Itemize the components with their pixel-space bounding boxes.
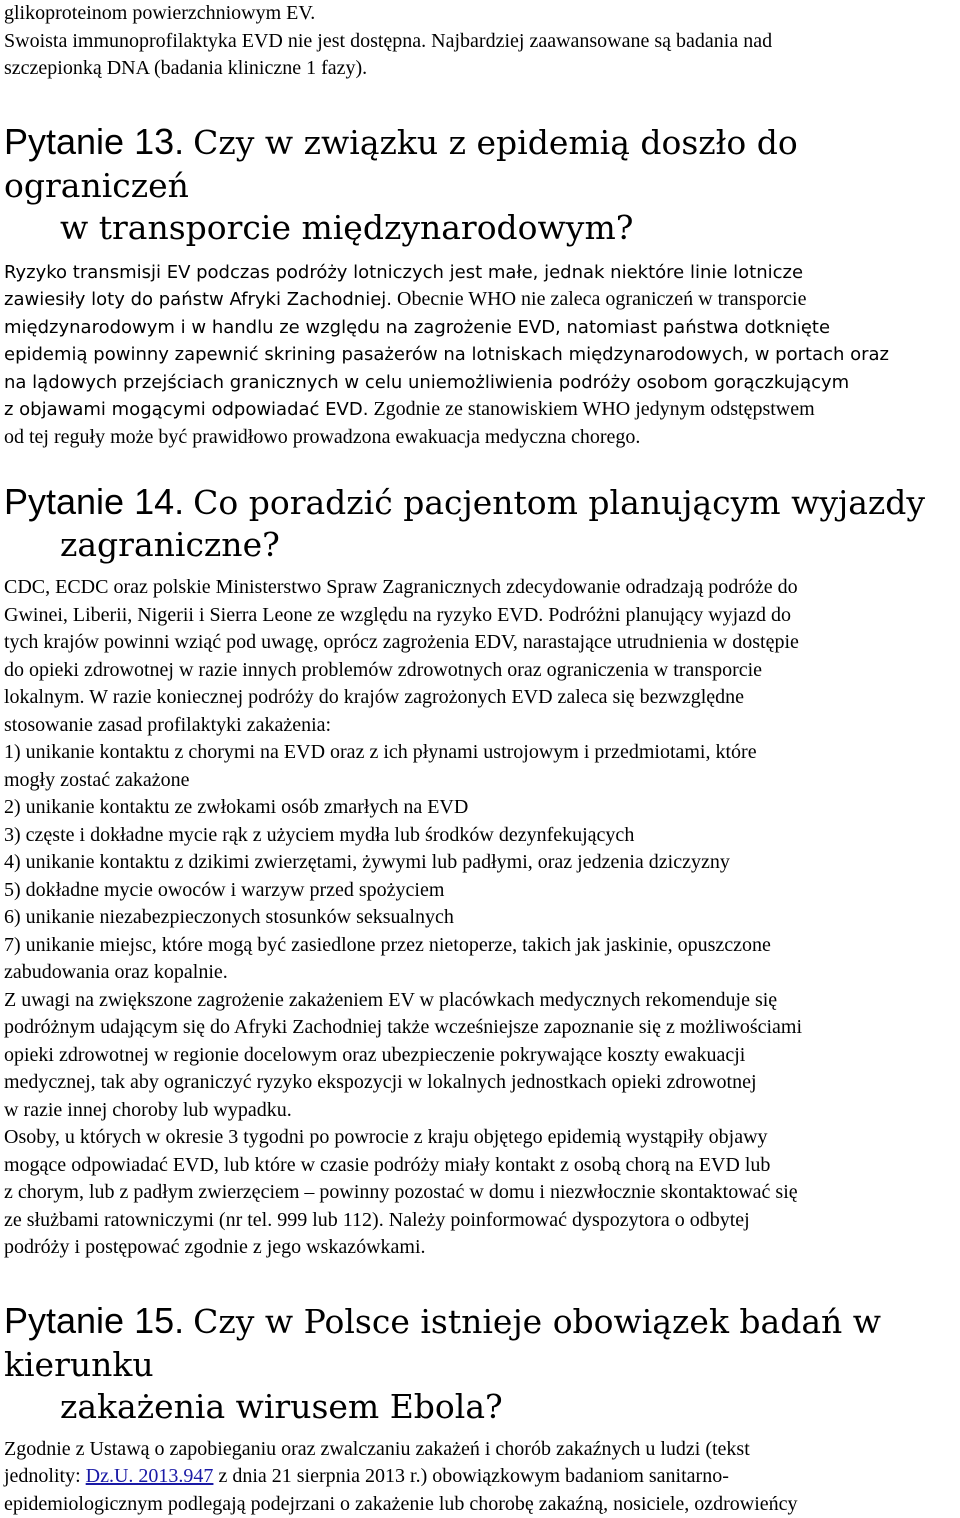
question-14-heading [4, 481, 956, 566]
q14-line: mogące odpowiadać EVD, lub które w czasie podróży miały kontakt z osobą chorą na EVD lub [4, 1152, 956, 1180]
q14-list-item: 4) unikanie kontaktu z dzikimi zwierzętami, żywymi lub padłymi, oraz jedzenia dziczyzny [4, 849, 956, 877]
question-14-title-a: Co poradzić pacjentom planującym wyjazdy [193, 483, 925, 522]
q14-line: stosowanie zasad profilaktyki zakażenia: [4, 712, 956, 740]
question-13-heading [4, 121, 956, 249]
q14-list-item: 6) unikanie niezabezpieczonych stosunków seksualnych [4, 904, 956, 932]
q14-line: Osoby, u których w okresie 3 tygodni po powrocie z kraju objętego epidemią wystąpiły objawy [4, 1124, 956, 1152]
q13-line: od tej reguły może być prawidłowo prowadzona ewakuacja medyczna chorego. [4, 424, 956, 452]
q14-line: podróżnym udającym się do Afryki Zachodniej także wcześniejsze zapoznanie się z możliwościami [4, 1014, 956, 1042]
q13-line: na lądowych przejściach granicznych w celu uniemożliwienia podróży osobom gorączkującym [4, 369, 956, 397]
q13-line: Zgodnie ze stanowiskiem WHO jedynym odstępstwem [373, 398, 814, 420]
q14-line: opieki zdrowotnej w regionie docelowym oraz ubezpieczenie pokrywające koszty ewakuacji [4, 1042, 956, 1070]
q14-line: CDC, ECDC oraz polskie Ministerstwo Spraw Zagranicznych zdecydowanie odradzają podróże do [4, 574, 956, 602]
dz-u-link[interactable]: Dz.U. 2013.947 [86, 1465, 214, 1487]
q14-line: ze służbami ratowniczymi (nr tel. 999 lub 112). Należy poinformować dyspozytora o odbytej [4, 1207, 956, 1235]
q13-line: Obecnie WHO nie zaleca ograniczeń w transporcie [397, 288, 806, 310]
intro-line-2: Swoista immunoprofilaktyka EVD nie jest dostępna. Najbardziej zaawansowane są badania nad [4, 28, 956, 56]
q13-line: epidemią powinny zapewnić skrining pasażerów na lotniskach międzynarodowych, w portach oraz [4, 341, 956, 369]
q14-list-item: 2) unikanie kontaktu ze zwłokami osób zmarłych na EVD [4, 794, 956, 822]
q15-text: z dnia 21 sierpnia 2013 r.) obowiązkowym badaniom sanitarno- [213, 1465, 728, 1487]
q14-line: do opieki zdrowotnej w razie innych problemów zdrowotnych oraz ograniczenia w transporcie [4, 657, 956, 685]
q14-line: Z uwagi na zwiększone zagrożenie zakażeniem EV w placówkach medycznych rekomenduje się [4, 987, 956, 1015]
question-13-title-b: w transporcie międzynarodowym? [4, 207, 956, 249]
q14-line: w razie innej choroby lub wypadku. [4, 1097, 956, 1125]
question-13-title-a: Czy w związku z epidemią doszło do ograniczeń [4, 123, 798, 205]
q14-list-item: mogły zostać zakażone [4, 767, 956, 795]
q15-line: epidemiologicznym podlegają podejrzani o zakażenie lub chorobę zakaźną, nosiciele, ozdrowieńcy [4, 1491, 956, 1518]
q13-line: zawiesiły loty do państw Afryki Zachodniej. [4, 289, 392, 310]
q14-line: z chorym, lub z padłym zwierzęciem – powinny pozostać w domu i niezwłocznie skontaktować się [4, 1179, 956, 1207]
q14-list-item: 3) częste i dokładne mycie rąk z użyciem mydła lub środków dezynfekujących [4, 822, 956, 850]
q14-line: podróży i postępować zgodnie z jego wskazówkami. [4, 1234, 956, 1262]
question-14-title-b: zagraniczne? [4, 524, 956, 566]
q14-line: medycznej, tak aby ograniczyć ryzyko ekspozycji w lokalnych jednostkach opieki zdrowotnej [4, 1069, 956, 1097]
question-13-number: Pytanie 13. [4, 121, 184, 162]
question-14-body [4, 574, 956, 1262]
question-15-title-b: zakażenia wirusem Ebola? [4, 1386, 956, 1428]
question-15-number: Pytanie 15. [4, 1300, 184, 1341]
q14-list-item: 1) unikanie kontaktu z chorymi na EVD oraz z ich płynami ustrojowym i przedmiotami, które [4, 739, 956, 767]
q15-line [4, 1463, 956, 1491]
question-15-title-a: Czy w Polsce istnieje obowiązek badań w kierunku [4, 1302, 881, 1384]
intro-line-3: szczepionką DNA (badania kliniczne 1 fazy). [4, 55, 956, 83]
q13-line: Ryzyko transmisji EV podczas podróży lotniczych jest małe, jednak niektóre linie lotnicze [4, 259, 956, 287]
intro-line-1: glikoproteinom powierzchniowym EV. [4, 0, 956, 28]
q14-line: lokalnym. W razie koniecznej podróży do krajów zagrożonych EVD zaleca się bezwzględne [4, 684, 956, 712]
q13-line: z objawami mogącymi odpowiadać EVD. [4, 399, 368, 420]
intro-section [4, 0, 956, 83]
question-15-body [4, 1436, 956, 1518]
q13-line: międzynarodowym i w handlu ze względu na zagrożenie EVD, natomiast państwa dotknięte [4, 314, 956, 342]
q15-text: jednolity: [4, 1465, 86, 1487]
q14-line: Gwinei, Liberii, Nigerii i Sierra Leone ze względu na ryzyko EVD. Podróżni planujący wyjazd do [4, 602, 956, 630]
q15-line: Zgodnie z Ustawą o zapobieganiu oraz zwalczaniu zakażeń i chorób zakaźnych u ludzi (tekst [4, 1436, 956, 1464]
question-14-number: Pytanie 14. [4, 481, 184, 522]
q14-list-item: 7) unikanie miejsc, które mogą być zasiedlone przez nietoperze, takich jak jaskinie, opuszczone [4, 932, 956, 960]
question-13-body [4, 259, 956, 452]
question-15-heading [4, 1300, 956, 1428]
q14-list-item: 5) dokładne mycie owoców i warzyw przed spożyciem [4, 877, 956, 905]
q14-list-item: zabudowania oraz kopalnie. [4, 959, 956, 987]
q14-line: tych krajów powinni wziąć pod uwagę, oprócz zagrożenia EDV, narastające utrudnienia w dostępie [4, 629, 956, 657]
